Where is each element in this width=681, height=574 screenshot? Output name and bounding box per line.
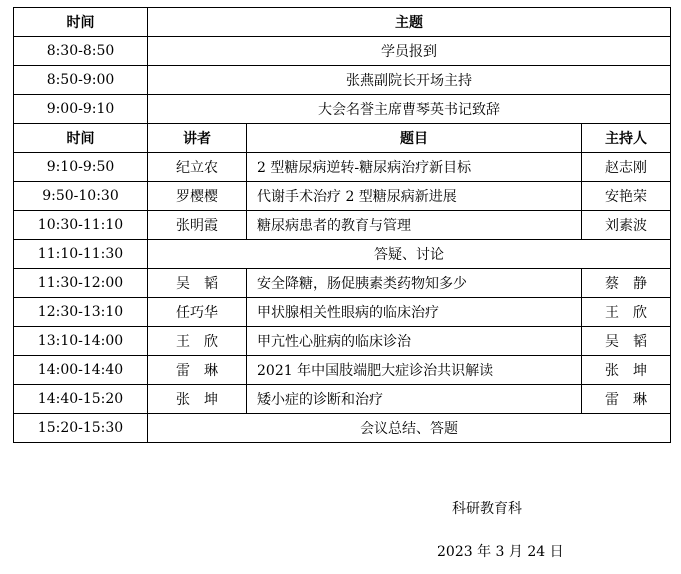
topic-cell: 甲亢性心脏病的临床诊治 — [247, 327, 582, 356]
topic-cell: 2 型糖尿病逆转-糖尿病治疗新目标 — [247, 153, 582, 182]
time-cell: 13:10-14:00 — [14, 327, 148, 356]
time-cell: 11:10-11:30 — [14, 240, 148, 269]
table-row — [14, 37, 671, 66]
table-row — [14, 211, 671, 240]
topic-cell: 矮小症的诊断和治疗 — [247, 385, 582, 414]
speaker-cell: 张 坤 — [148, 385, 247, 414]
topic-cell: 安全降糖，肠促胰素类药物知多少 — [247, 269, 582, 298]
time-cell: 9:10-9:50 — [14, 153, 148, 182]
theme-cell: 大会名誉主席曹琴英书记致辞 — [148, 95, 671, 124]
theme-cell: 学员报到 — [148, 37, 671, 66]
speaker-cell: 纪立农 — [148, 153, 247, 182]
header-time: 时间 — [14, 124, 148, 153]
speaker-cell: 王 欣 — [148, 327, 247, 356]
host-cell: 安艳荣 — [582, 182, 671, 211]
document-date: 2023 年 3 月 24 日 — [437, 544, 564, 560]
time-cell: 10:30-11:10 — [14, 211, 148, 240]
host-cell: 吴 韬 — [582, 327, 671, 356]
header-time: 时间 — [14, 8, 148, 37]
header-row-theme — [14, 8, 671, 37]
host-cell: 王 欣 — [582, 298, 671, 327]
time-cell: 11:30-12:00 — [14, 269, 148, 298]
table-row — [14, 95, 671, 124]
header-row-sessions — [14, 124, 671, 153]
agenda-table — [13, 7, 671, 443]
department-signature: 科研教育科 — [452, 501, 522, 517]
host-cell: 蔡 静 — [582, 269, 671, 298]
table-row — [14, 66, 671, 95]
header-host: 主持人 — [582, 124, 671, 153]
header-theme: 主题 — [148, 8, 671, 37]
speaker-cell: 雷 琳 — [148, 356, 247, 385]
host-cell: 刘素波 — [582, 211, 671, 240]
topic-cell: 2021 年中国肢端肥大症诊治共识解读 — [247, 356, 582, 385]
table-row — [14, 182, 671, 211]
topic-cell: 甲状腺相关性眼病的临床治疗 — [247, 298, 582, 327]
time-cell: 9:50-10:30 — [14, 182, 148, 211]
theme-cell: 张燕副院长开场主持 — [148, 66, 671, 95]
table-row — [14, 414, 671, 443]
table-row — [14, 356, 671, 385]
theme-cell: 会议总结、答题 — [148, 414, 671, 443]
table-row — [14, 269, 671, 298]
table-row — [14, 153, 671, 182]
time-cell: 14:40-15:20 — [14, 385, 148, 414]
table-row — [14, 385, 671, 414]
table-row — [14, 298, 671, 327]
time-cell: 9:00-9:10 — [14, 95, 148, 124]
host-cell: 张 坤 — [582, 356, 671, 385]
speaker-cell: 吴 韬 — [148, 269, 247, 298]
header-speaker: 讲者 — [148, 124, 247, 153]
speaker-cell: 罗樱樱 — [148, 182, 247, 211]
time-cell: 14:00-14:40 — [14, 356, 148, 385]
host-cell: 赵志刚 — [582, 153, 671, 182]
topic-cell: 代谢手术治疗 2 型糖尿病新进展 — [247, 182, 582, 211]
time-cell: 8:30-8:50 — [14, 37, 148, 66]
topic-cell: 糖尿病患者的教育与管理 — [247, 211, 582, 240]
time-cell: 8:50-9:00 — [14, 66, 148, 95]
theme-cell: 答疑、讨论 — [148, 240, 671, 269]
speaker-cell: 张明霞 — [148, 211, 247, 240]
header-topic: 题目 — [247, 124, 582, 153]
time-cell: 15:20-15:30 — [14, 414, 148, 443]
table-row — [14, 240, 671, 269]
host-cell: 雷 琳 — [582, 385, 671, 414]
time-cell: 12:30-13:10 — [14, 298, 148, 327]
table-row — [14, 327, 671, 356]
speaker-cell: 任巧华 — [148, 298, 247, 327]
